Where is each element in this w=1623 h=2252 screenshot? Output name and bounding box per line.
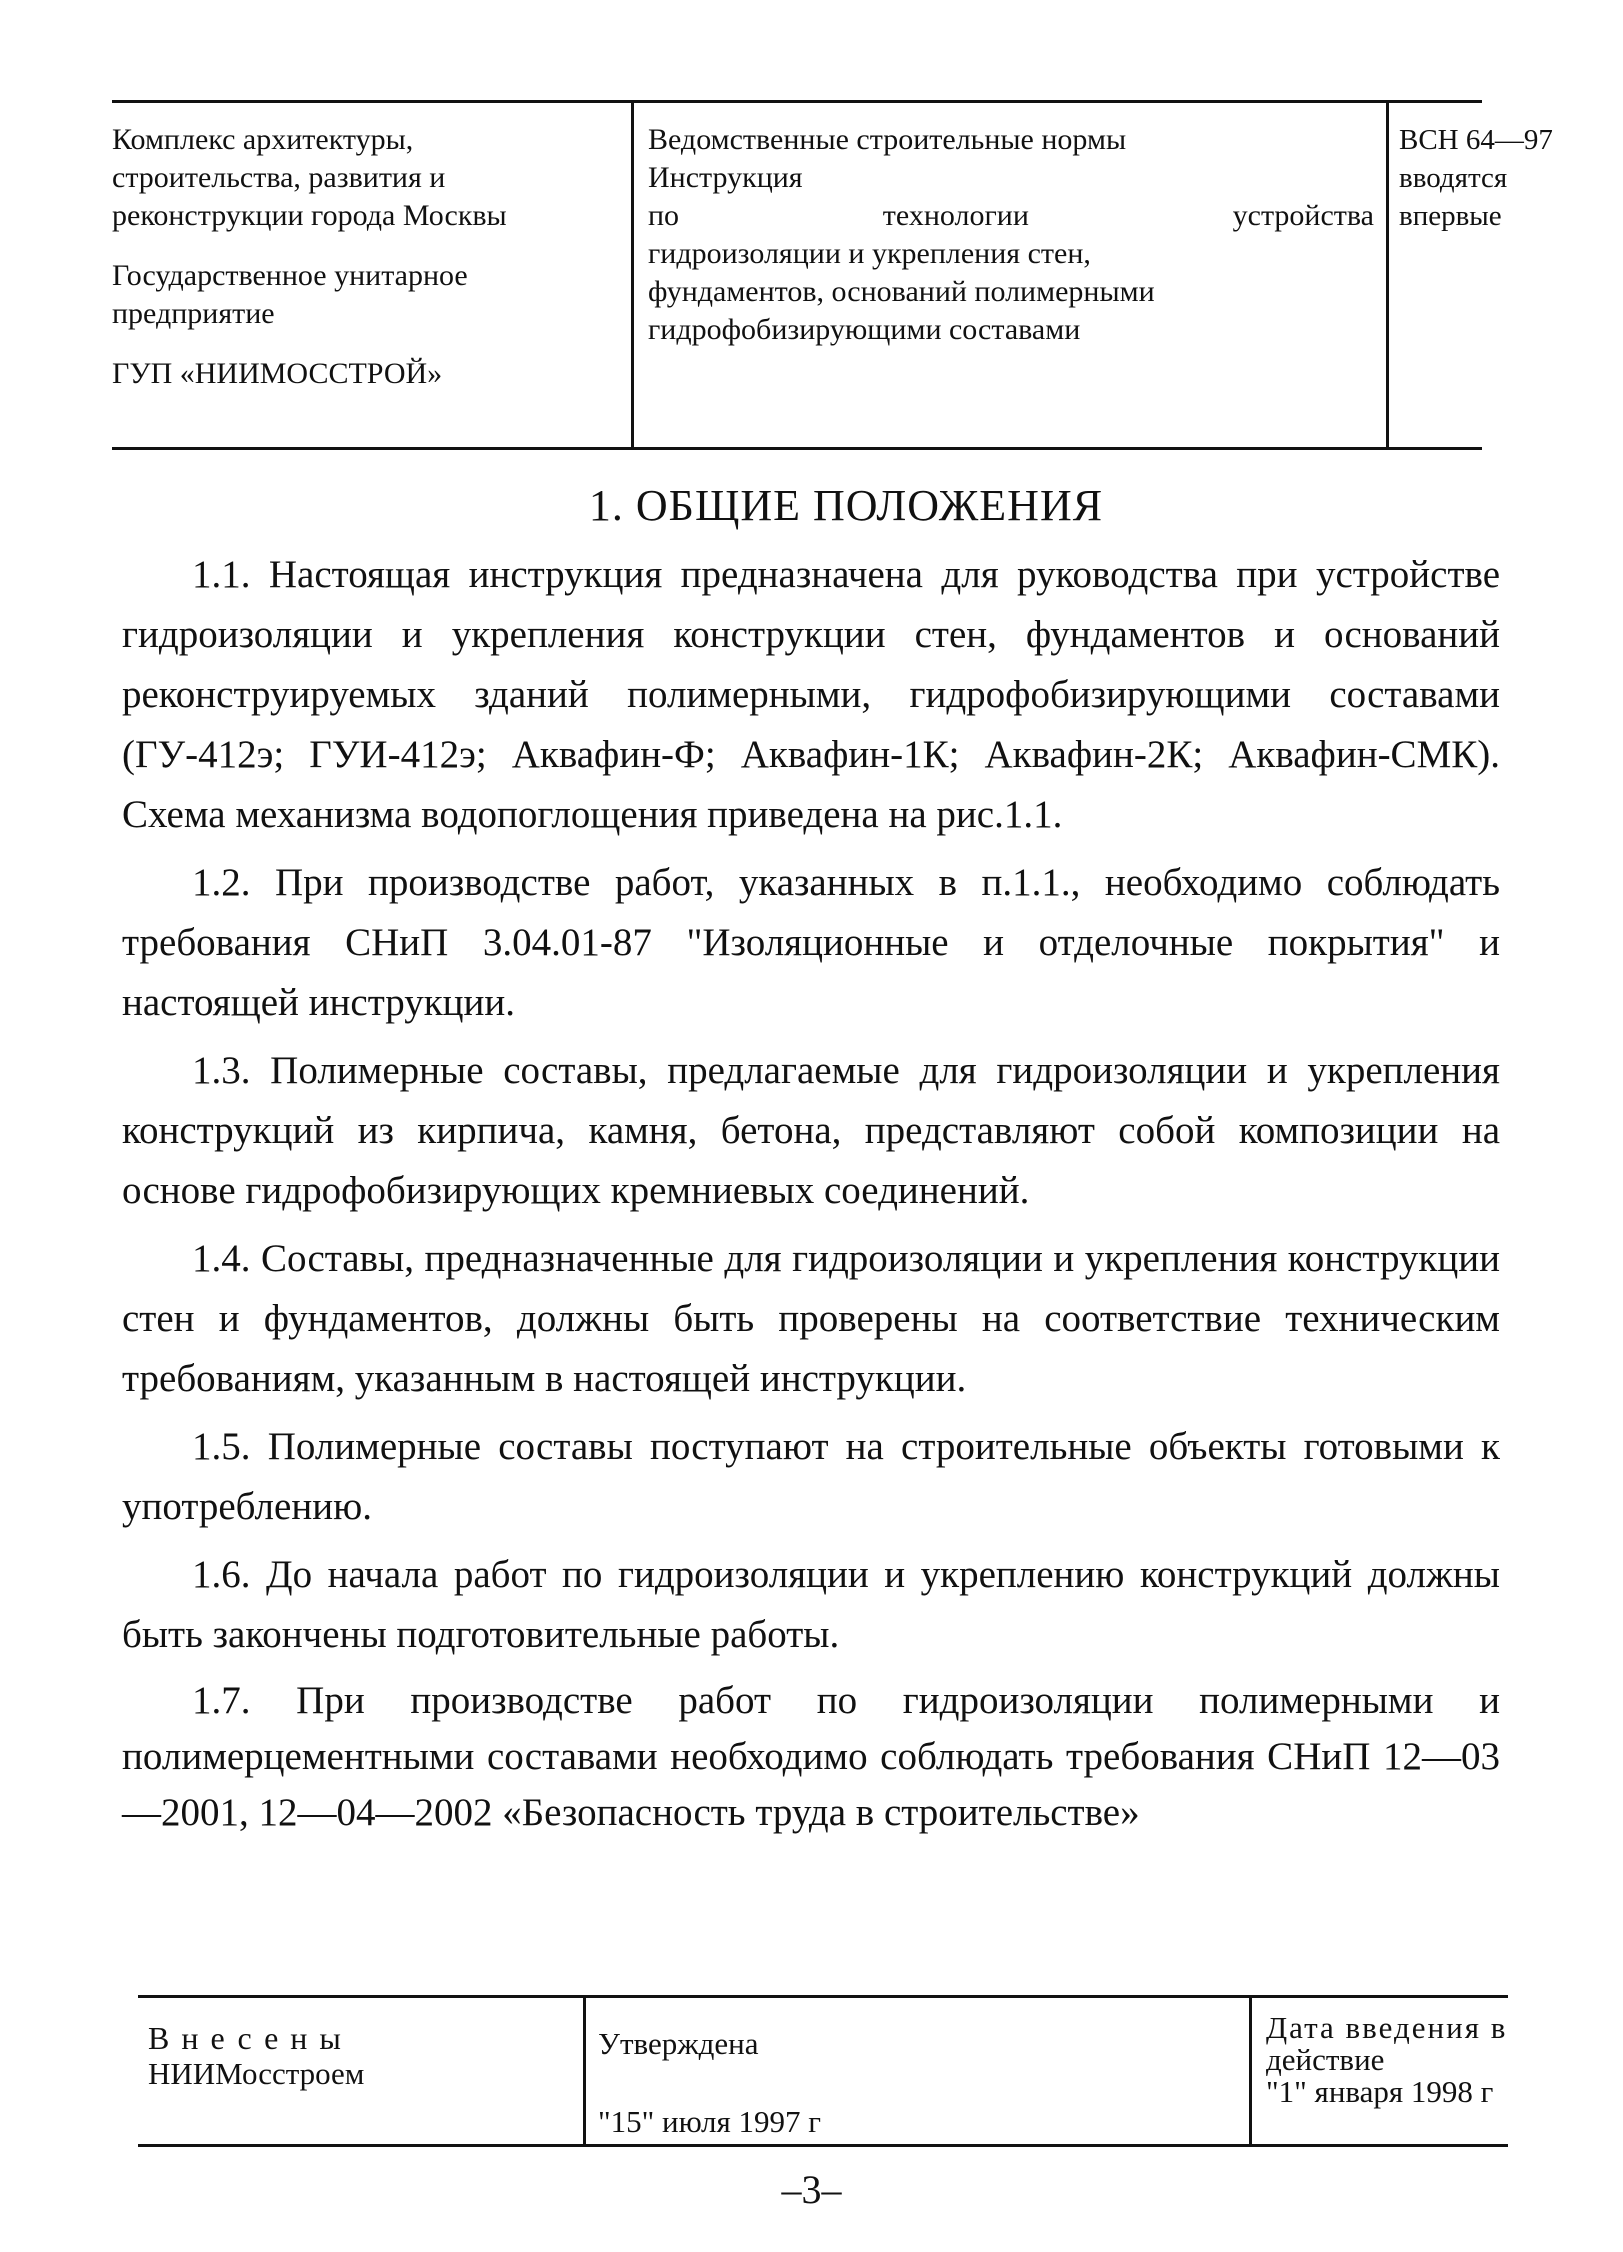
paragraph-1-1: 1.1. Настоящая инструкция предназначена для руководства при устройстве гидроизоляции и укрепления конструкции стен, фундаментов и оснований реконструируемых зданий полимерными, гидрофобизирующими составами (ГУ-412э; ГУИ-412э; Аквафин-Ф; Аквафин-1К; Аквафин-2К; Аквафин-СМК). Схема механизма водопоглощения приведена на рис.1.1. [122, 553, 1500, 836]
paragraph-1-4: 1.4. Составы, предназначенные для гидроизоляции и укрепления конструкции стен и фундаментов, должны быть проверены на соответствие техническим требованиям, указанным в настоящей инструкции. [122, 1237, 1500, 1400]
header-document-code: ВСН 64—97 [1399, 124, 1553, 156]
footer-effective-cell [1252, 1998, 1508, 2144]
section-title: 1. ОБЩИЕ ПОЛОЖЕНИЯ [588, 481, 1104, 530]
paragraph-1-3: 1.3. Полимерные составы, предлагаемые для гидроизоляции и укрепления конструкций из кирпича, камня, бетона, представляют собой композиции на основе гидрофобизирующих кремниевых соединений. [122, 1049, 1500, 1212]
header-note-line: впервые [1399, 200, 1502, 232]
header-code-cell [1389, 103, 1553, 447]
header-document-title-cell [634, 103, 1389, 447]
footer-submitted-by: НИИМосстроем [148, 2056, 365, 2091]
footer-effective-date: "1" января 1998 г [1266, 2074, 1494, 2109]
paragraph-1-6: 1.6. До начала работ по гидроизоляции и укреплению конструкций должны быть закончены подготовительные работы. [122, 1553, 1500, 1656]
header-org-line: Комплекс архитектуры, [112, 123, 414, 156]
header-note-line: вводятся [1399, 162, 1508, 194]
header-org-line: строительства, развития и [112, 161, 446, 194]
paragraph-1-7: 1.7. При производстве работ по гидроизоляции полимерными и полимерцементными составами необходимо соблюдать требования СНиП 12—03—2001, 12—04—2002 «Безопасность труда в строительстве» [122, 1679, 1500, 1834]
page-number: –3– [781, 2167, 842, 2212]
footer-effective-label-2: действие [1266, 2042, 1385, 2077]
header-enterprise-type [112, 257, 621, 333]
footer-submitted-cell [138, 1998, 586, 2144]
header-doc-title-line: гидрофобизирующими составами [648, 313, 1081, 346]
header-organization-cell [112, 103, 634, 447]
footer-submitted-label: Внесены [148, 2020, 353, 2056]
header-doc-title-line: по технологии устройства [648, 199, 1374, 232]
header-enterprise-line: Государственное унитарное [112, 259, 468, 292]
footer-approved-date: "15" июля 1997 г [598, 2104, 821, 2139]
header-organization-name [112, 121, 621, 235]
header-doc-title-line: гидроизоляции и укрепления стен, [648, 237, 1091, 270]
header-enterprise-line: предприятие [112, 297, 275, 330]
document-header-table [112, 100, 1553, 450]
paragraph-1-5: 1.5. Полимерные составы поступают на строительные объекты готовыми к употреблению. [122, 1425, 1500, 1528]
header-org-line: реконструкции города Москвы [112, 199, 507, 232]
body-text [122, 545, 1500, 1841]
paragraph-1-2: 1.2. При производстве работ, указанных в п.1.1., необходимо соблюдать требования СНиП 3.04.01-87 "Изоляционные и отделочные покрытия" и настоящей инструкции. [122, 861, 1500, 1024]
footer-effective-label: Дата введения в [1266, 2010, 1508, 2045]
header-doc-title-line: фундаментов, оснований полимерными [648, 275, 1155, 308]
footer-approved-label: Утверждена [598, 2026, 759, 2061]
header-doc-title-line: Инструкция [648, 161, 803, 194]
footer-approved-cell [586, 1998, 1252, 2144]
document-footer-table [138, 1995, 1508, 2147]
header-doc-title-line: Ведомственные строительные нормы [648, 123, 1127, 156]
header-enterprise-short-name: ГУП «НИИМОССТРОЙ» [112, 357, 443, 390]
